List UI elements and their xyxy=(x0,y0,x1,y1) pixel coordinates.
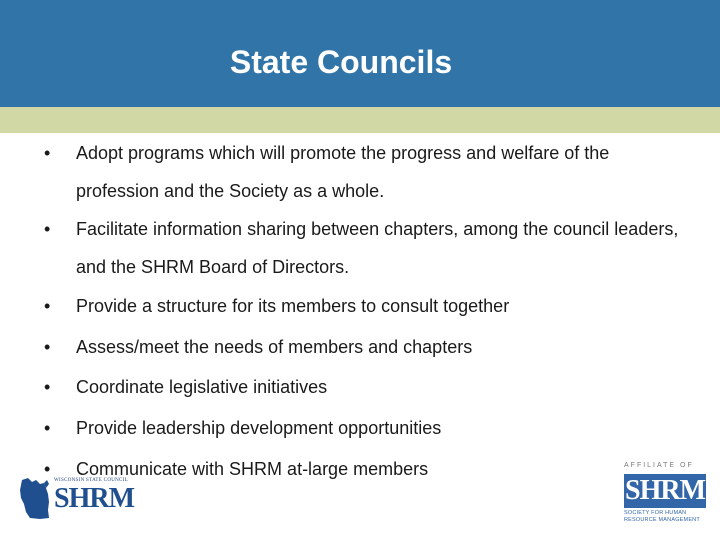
bullet-text: Assess/meet the needs of members and chapters xyxy=(76,337,473,357)
bullet-text: Communicate with SHRM at-large members xyxy=(76,459,429,479)
affiliate-subtitle: SOCIETY FOR HUMAN RESOURCE MANAGEMENT xyxy=(624,510,700,523)
bullet-text: Provide a structure for its members to consult together xyxy=(76,296,510,316)
bullet-marker: • xyxy=(44,459,51,479)
bullet-marker: • xyxy=(44,219,51,239)
bullet-item xyxy=(44,210,684,286)
bullet-marker: • xyxy=(44,377,51,397)
bullet-text: Coordinate legislative initiatives xyxy=(76,377,328,397)
bullet-marker: • xyxy=(44,337,51,357)
slide-title: State Councils xyxy=(229,44,453,80)
bullet-item xyxy=(44,328,684,366)
bullet-item xyxy=(44,409,684,447)
affiliate-shrm-wordmark: SHRM xyxy=(625,475,705,506)
wisconsin-council-logo xyxy=(18,474,142,526)
bullet-item xyxy=(44,368,684,406)
wisconsin-map-icon xyxy=(18,474,52,522)
wisconsin-shrm-wordmark: SHRM xyxy=(54,483,134,514)
wisconsin-council-caption: WISCONSIN STATE COUNCIL xyxy=(54,478,128,483)
affiliate-shrm-logo xyxy=(622,460,708,530)
bullet-marker: • xyxy=(44,143,51,163)
bullet-marker: • xyxy=(44,418,51,438)
bullet-marker: • xyxy=(44,296,51,316)
bullet-text: Facilitate information sharing between chapters, among the council leaders, and the SHRM Board of Directors. xyxy=(76,219,679,277)
bullet-text: Adopt programs which will promote the progress and welfare of the profession and the Society as a whole. xyxy=(76,143,610,201)
bullet-item xyxy=(44,134,684,210)
bullet-text: Provide leadership development opportunities xyxy=(76,418,442,438)
affiliate-caption: AFFILIATE OF xyxy=(624,462,694,469)
bullet-item xyxy=(44,287,684,325)
